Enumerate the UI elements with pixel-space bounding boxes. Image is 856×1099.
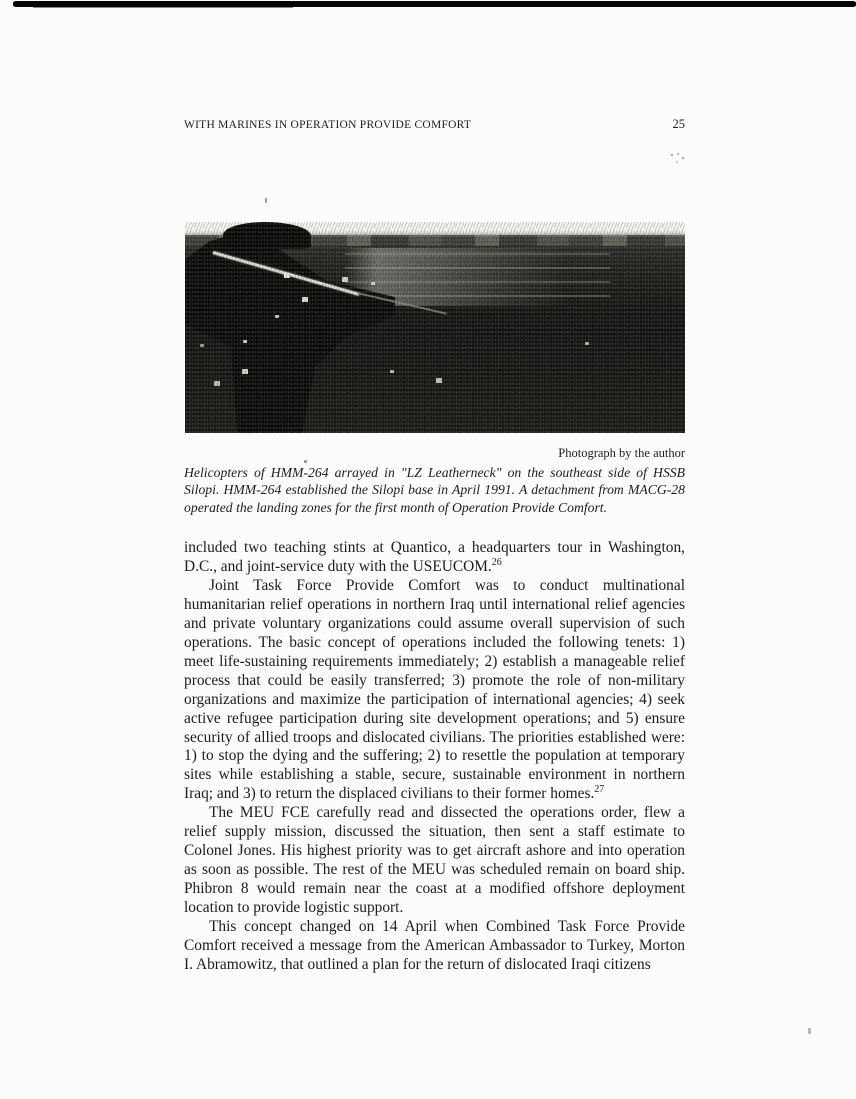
photo-credit: Photograph by the author — [558, 446, 685, 460]
scan-smudge — [808, 1028, 811, 1034]
photo-caption: Helicopters of HMM-264 arrayed in "LZ Leatherneck" on the southeast side of HSSB Silopi. HMM-264 established the Silopi base in April 1991. A detachment from MACG-28 operated the landing zones for the first month of Operation Provide Comfort. — [184, 465, 685, 515]
scan-edge-bar — [13, 1, 856, 7]
page-number: 25 — [672, 117, 685, 131]
body-paragraphs — [184, 539, 685, 975]
paragraph: Joint Task Force Provide Comfort was to conduct multinational humanitarian relief operations in northern Iraq until international relief agencies and private voluntary organizations could assume overall supervision of such operations. The basic concept of operations included the following tenets: 1) meet life-sustaining requirements immediately; 2) establish a manageable relief process that could be easily transferred; 3) promote the role of non-military organizations and maximize the participation of international agencies; 4) seek active refugee participation during site development operations; and 5) ensure security of allied troops and dislocated civilians. The priorities established were: 1) to stop the dying and the suffering; 2) to resettle the population at temporary sites while establishing a stable, secure, sustainable environment in northern Iraq; and 3) to return the displaced civilians to their former homes.$^{27}$ — [184, 576, 685, 803]
paragraph: included two teaching stints at Quantico, a headquarters tour in Washington, D.C., and joint-service duty with the USEUCOM.$^{26}$ — [184, 539, 685, 575]
scan-smudge — [265, 198, 267, 203]
scan-smudge — [670, 152, 688, 165]
photograph — [185, 222, 685, 433]
footnote-ref: 26 — [491, 556, 502, 568]
footnote-ref: 27 — [594, 784, 605, 796]
photo-halftone-noise — [185, 222, 685, 433]
running-header — [184, 117, 685, 132]
paragraph: The MEU FCE carefully read and dissected the operations order, flew a relief supply mission, discussed the situation, then sent a staff estimate to Colonel Jones. His highest priority was to get aircraft ashore and into operation as soon as possible. The rest of the MEU was scheduled remain on board ship. Phibron 8 would remain near the coast at a modified offshore deployment location to provide logistic support. — [184, 804, 685, 917]
paragraph: This concept changed on 14 April when Combined Task Force Provide Comfort received a message from the American Ambassador to Turkey, Morton I. Abramowitz, that outlined a plan for the return of dislocated Iraqi citizens — [184, 918, 685, 973]
running-title: WITH MARINES IN OPERATION PROVIDE COMFORT — [184, 119, 472, 131]
